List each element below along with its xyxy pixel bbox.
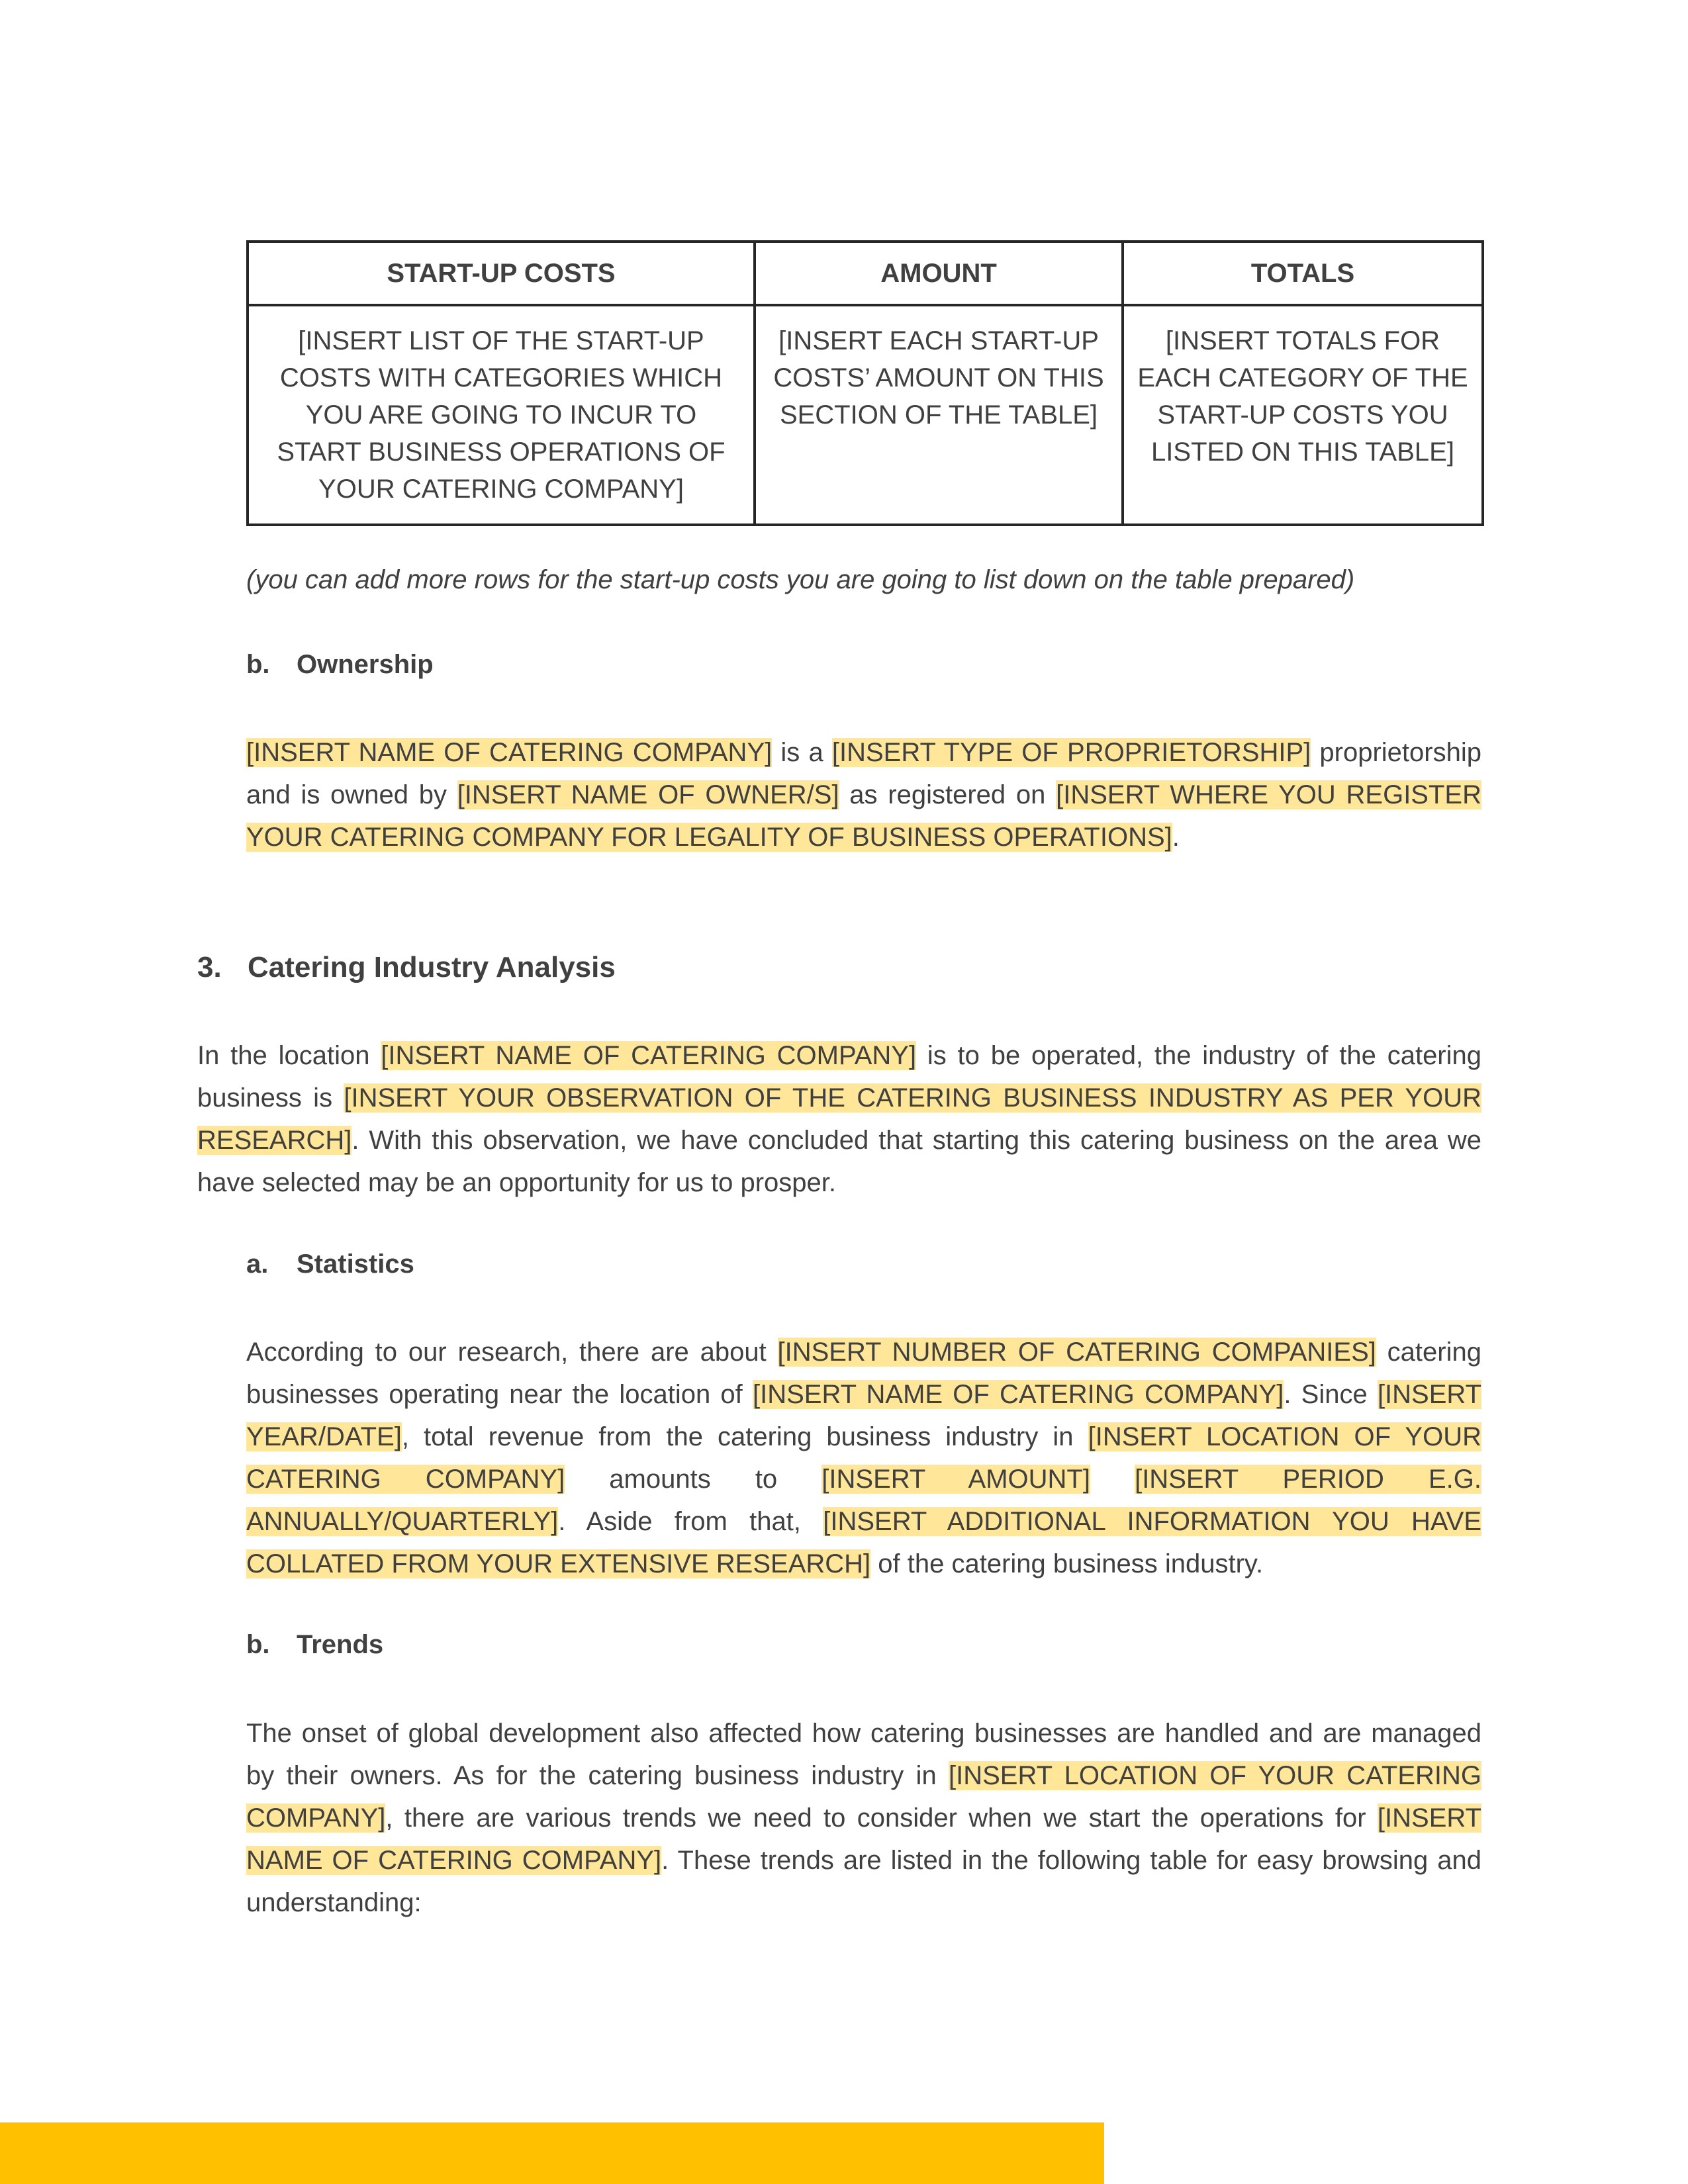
table-header-row [248,242,1483,305]
paragraph-text: , total revenue from the catering business industry in [401,1422,1088,1451]
cell-totals: [INSERT TOTALS FOR EACH CATEGORY OF THE START-UP COSTS YOU LISTED ON THIS TABLE] [1123,305,1483,525]
ownership-paragraph [246,731,1481,858]
paragraph-text: . With this observation, we have concluded that starting this catering business on the area we have selected may be an opportunity for us to prosper. [197,1126,1481,1197]
header-totals: TOTALS [1123,242,1483,305]
paragraph-text: In the location [197,1041,381,1070]
placeholder-owner-name: [INSERT NAME OF OWNER/S] [457,780,839,809]
paragraph-text: . Aside from that, [558,1507,823,1536]
placeholder-proprietorship-type: [INSERT TYPE OF PROPRIETORSHIP] [831,738,1311,767]
header-startup-costs: START-UP COSTS [248,242,755,305]
trends-paragraph [246,1712,1481,1924]
paragraph-text: catering businesses operating near the location of [246,1338,1481,1409]
paragraph-text: . These trends are listed in the following table for easy browsing and understanding: [246,1846,1481,1917]
startup-costs-table [246,240,1481,526]
placeholder-amount: [INSERT AMOUNT] [821,1465,1090,1494]
paragraph-text: . Since [1284,1380,1378,1409]
paragraph-text: proprietorship and is owned by [246,738,1481,809]
heading-number: b. [246,650,270,679]
placeholder-company-name: [INSERT NAME OF CATERING COMPANY] [753,1380,1284,1409]
statistics-heading [246,1250,414,1279]
table-note: (you can add more rows for the start-up costs you are going to list down on the table prepared) [246,565,1355,594]
placeholder-period: [INSERT PERIOD E.G. ANNUALLY/QUARTERLY] [246,1465,1482,1536]
paragraph-text: The onset of global development also affected how catering businesses are handled and are managed by their owners. As for the catering business industry in [246,1719,1481,1790]
ownership-heading [246,650,434,680]
placeholder-company-name: [INSERT NAME OF CATERING COMPANY] [381,1041,917,1070]
cell-amount: [INSERT EACH START-UP COSTS’ AMOUNT ON THIS SECTION OF THE TABLE] [755,305,1123,525]
placeholder-year-date: [INSERT YEAR/DATE] [246,1380,1482,1451]
paragraph-text [1090,1465,1135,1494]
industry-paragraph [197,1034,1481,1204]
paragraph-text: amounts to [565,1465,822,1494]
placeholder-location: [INSERT LOCATION OF YOUR CATERING COMPANY] [246,1761,1482,1833]
paragraph-text: as registered on [839,780,1056,809]
paragraph-text: is a [772,738,832,767]
placeholder-company-name: [INSERT NAME OF CATERING COMPANY] [246,738,773,767]
heading-number: a. [246,1250,269,1279]
placeholder-industry-observation: [INSERT YOUR OBSERVATION OF THE CATERING BUSINESS INDUSTRY AS PER YOUR RESEARCH] [197,1083,1481,1155]
heading-title: Trends [297,1630,384,1659]
paragraph-text: According to our research, there are about [246,1338,778,1367]
table-row [248,305,1483,525]
cell-startup-costs: [INSERT LIST OF THE START-UP COSTS WITH CATEGORIES WHICH YOU ARE GOING TO INCUR TO START BUSINESS OPERATIONS OF YOUR CATERING COMPANY] [248,305,755,525]
paragraph-text: is to be operated, the industry of the catering business is [197,1041,1482,1113]
footer-accent-bar [0,2122,1104,2184]
header-amount: AMOUNT [755,242,1123,305]
heading-title: Ownership [297,650,434,679]
paragraph-text: . [1172,823,1180,852]
placeholder-additional-info: [INSERT ADDITIONAL INFORMATION YOU HAVE COLLATED FROM YOUR EXTENSIVE RESEARCH] [246,1507,1482,1578]
heading-title: Catering Industry Analysis [248,951,616,983]
heading-number: 3. [197,951,222,983]
heading-number: b. [246,1630,270,1659]
placeholder-number-of-companies: [INSERT NUMBER OF CATERING COMPANIES] [777,1338,1376,1367]
trends-heading [246,1630,383,1660]
heading-title: Statistics [297,1250,414,1279]
paragraph-text: , there are various trends we need to consider when we start the operations for [385,1803,1378,1833]
paragraph-text: of the catering business industry. [870,1549,1264,1578]
placeholder-company-name: [INSERT NAME OF CATERING COMPANY] [246,1803,1481,1875]
statistics-paragraph [246,1331,1481,1585]
placeholder-location: [INSERT LOCATION OF YOUR CATERING COMPANY] [246,1422,1481,1494]
placeholder-registration: [INSERT WHERE YOU REGISTER YOUR CATERING COMPANY FOR LEGALITY OF BUSINESS OPERATIONS] [246,780,1481,852]
industry-analysis-heading [197,951,616,984]
